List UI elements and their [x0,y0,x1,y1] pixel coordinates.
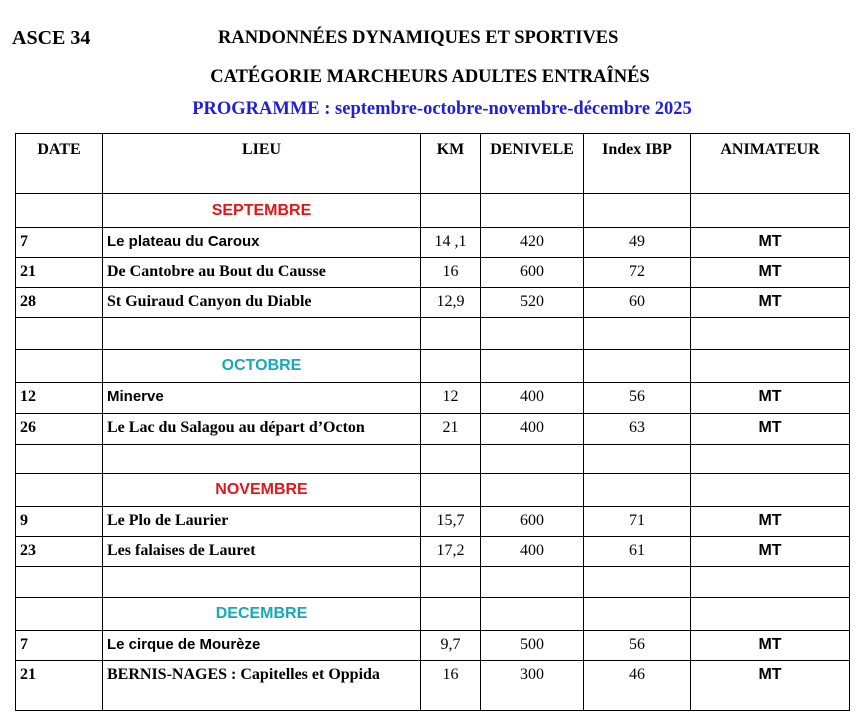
cell-denivele: 520 [481,288,584,318]
cell-denivele: 500 [481,631,584,661]
cell-ibp: 61 [584,537,691,567]
month-label-octobre: OCTOBRE [103,350,421,383]
cell-ibp: 71 [584,507,691,537]
header-lieu: LIEU [103,134,421,194]
cell-date: 7 [16,228,103,258]
cell-date: 21 [16,258,103,288]
table-row [16,383,850,414]
document-title: RANDONNÉES DYNAMIQUES ET SPORTIVES [218,28,619,48]
table-row [16,288,850,318]
cell-lieu: BERNIS-NAGES : Capitelles et Oppida [103,661,421,711]
cell-km: 9,7 [421,631,481,661]
cell-date: 9 [16,507,103,537]
table-row [16,228,850,258]
cell-lieu: Les falaises de Lauret [103,537,421,567]
cell-lieu: Le Lac du Salagou au départ d’Octon [103,414,421,445]
cell-km: 15,7 [421,507,481,537]
cell-ibp: 46 [584,661,691,711]
cell-date: 7 [16,631,103,661]
organization-name: ASCE 34 [12,27,91,49]
cell-km: 21 [421,414,481,445]
month-row [16,598,850,631]
cell-lieu: De Cantobre au Bout du Causse [103,258,421,288]
month-label-novembre: NOVEMBRE [103,474,421,507]
month-row [16,350,850,383]
header-km: KM [421,134,481,194]
table-row [16,537,850,567]
cell-km: 17,2 [421,537,481,567]
category-title: CATÉGORIE MARCHEURS ADULTES ENTRAÎNÉS [210,67,650,87]
cell-denivele: 600 [481,258,584,288]
programme-table [15,133,850,711]
spacer-row [16,318,850,350]
cell-km: 12 [421,383,481,414]
cell-animateur: MT [691,631,850,661]
cell-animateur: MT [691,228,850,258]
month-row [16,194,850,228]
cell-date: 21 [16,661,103,711]
header-ibp: Index IBP [584,134,691,194]
cell-denivele: 300 [481,661,584,711]
cell-denivele: 400 [481,537,584,567]
cell-animateur: MT [691,507,850,537]
table-header-row [16,134,850,194]
table-row [16,414,850,445]
table-row [16,258,850,288]
cell-date: 28 [16,288,103,318]
cell-ibp: 63 [584,414,691,445]
cell-ibp: 56 [584,383,691,414]
table-row [16,661,850,711]
cell-date: 12 [16,383,103,414]
table-row [16,631,850,661]
cell-animateur: MT [691,661,850,711]
cell-lieu: Minerve [103,383,421,414]
cell-ibp: 60 [584,288,691,318]
programme-title: PROGRAMME : septembre-octobre-novembre-décembre 2025 [192,99,692,119]
cell-km: 16 [421,258,481,288]
cell-lieu: Le plateau du Caroux [103,228,421,258]
month-row [16,474,850,507]
cell-ibp: 56 [584,631,691,661]
cell-denivele: 400 [481,383,584,414]
header-date: DATE [16,134,103,194]
cell-animateur: MT [691,537,850,567]
cell-lieu: Le Plo de Laurier [103,507,421,537]
cell-animateur: MT [691,414,850,445]
cell-denivele: 600 [481,507,584,537]
cell-denivele: 400 [481,414,584,445]
spacer-row [16,567,850,598]
cell-lieu: St Guiraud Canyon du Diable [103,288,421,318]
cell-date: 26 [16,414,103,445]
month-label-septembre: SEPTEMBRE [103,194,421,228]
cell-ibp: 72 [584,258,691,288]
header-animateur: ANIMATEUR [691,134,850,194]
cell-km: 12,9 [421,288,481,318]
cell-animateur: MT [691,383,850,414]
cell-animateur: MT [691,258,850,288]
header-denivele: DENIVELE [481,134,584,194]
cell-lieu: Le cirque de Mourèze [103,631,421,661]
cell-ibp: 49 [584,228,691,258]
cell-km: 16 [421,661,481,711]
month-label-decembre: DECEMBRE [103,598,421,631]
cell-km: 14 ,1 [421,228,481,258]
cell-animateur: MT [691,288,850,318]
table-row [16,507,850,537]
cell-denivele: 420 [481,228,584,258]
spacer-row [16,445,850,474]
cell-date: 23 [16,537,103,567]
